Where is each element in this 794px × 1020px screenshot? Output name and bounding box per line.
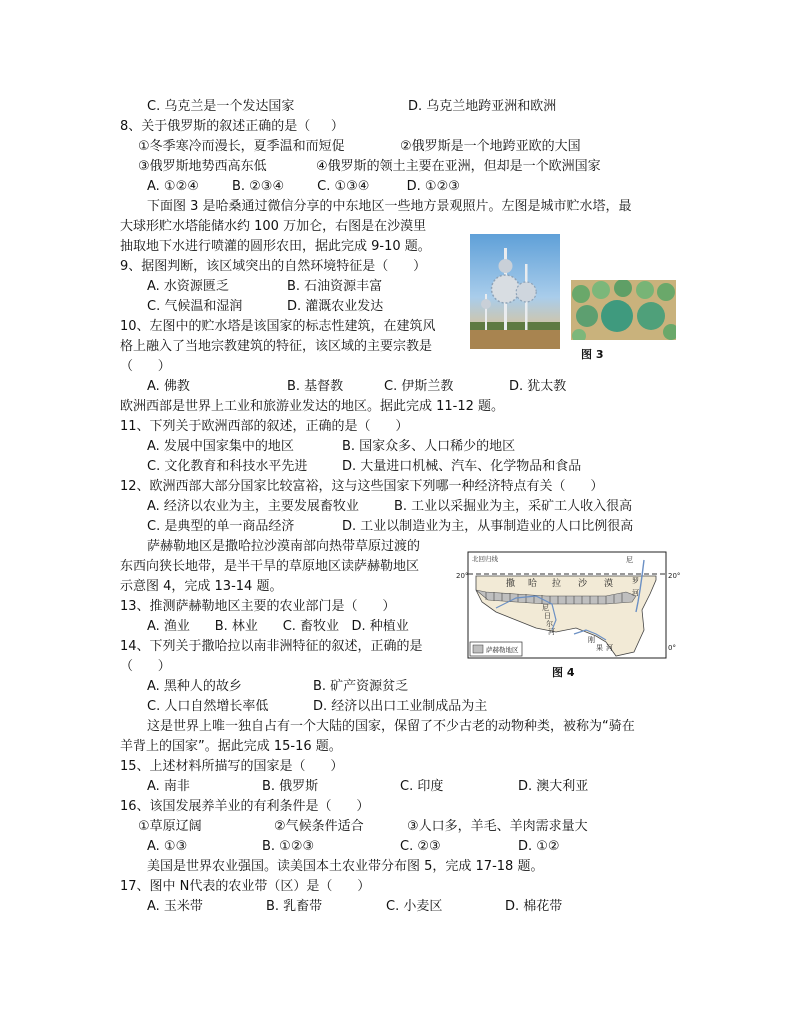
q9-option-d: D. 灌溉农业发达: [287, 299, 384, 314]
label-nile-1: 尼: [626, 556, 633, 564]
q10-option-d: D. 犹太教: [509, 379, 567, 394]
q13-options: A. 渔业 B. 林业 C. 畜牧业 D. 种植业: [147, 619, 409, 634]
passage-9-10-line3: 抽取地下水进行喷灌的圆形农田，据此完成 9-10 题。: [120, 239, 431, 254]
q9-stem: 9、据图判断，该区域突出的自然环境特征是（ ）: [120, 259, 427, 274]
q12-option-c: C. 是典型的单一商品经济: [147, 519, 295, 534]
q15-option-a: A. 南非: [147, 779, 190, 794]
q10-stem-line1: 10、左图中的贮水塔是该国家的标志性建筑，在建筑风: [120, 319, 436, 334]
q16-statement-2: ②气候条件适合: [274, 819, 364, 834]
passage-15-16-line1: 这是世界上唯一独自占有一个大陆的国家，保留了不少古老的动物种类，被称为“骑在: [147, 719, 635, 734]
lat-0-right: 0°: [668, 644, 676, 652]
q16-statement-1: ①草原辽阔: [138, 819, 202, 834]
q15-option-d: D. 澳大利亚: [518, 779, 589, 794]
q15-stem: 15、上述材料所描写的国家是（ ）: [120, 759, 344, 774]
q14-option-c: C. 人口自然增长率低: [147, 699, 269, 714]
q9-option-c: C. 气候温和湿润: [147, 299, 243, 314]
q10-option-b: B. 基督教: [287, 379, 344, 394]
label-sha: 沙: [578, 579, 588, 589]
q12-stem: 12、欧洲西部大部分国家比较富裕，这与这些国家下列哪一种经济特点有关（ ）: [120, 479, 604, 494]
q14-stem-line1: 14、下列关于撒哈拉以南非洲特征的叙述，正确的是: [120, 639, 423, 654]
label-congo-3: 河: [606, 644, 613, 652]
q8-statement-1: ①冬季寒冷而漫长，夏季温和而短促: [138, 139, 345, 154]
figure-4-caption: 图 4: [552, 666, 575, 679]
q17-option-a: A. 玉米带: [147, 899, 203, 914]
q17-stem: 17、图中 N代表的农业带（区）是（ ）: [120, 879, 371, 894]
q17-option-b: B. 乳畜带: [266, 899, 323, 914]
label-ha: 哈: [528, 579, 538, 589]
q8-statement-4: ④俄罗斯的领土主要在亚洲，但却是一个欧洲国家: [316, 159, 601, 174]
q17-option-c: C. 小麦区: [386, 899, 443, 914]
q12-option-d: D. 工业以制造业为主，从事制造业的人口比例很高: [342, 519, 634, 534]
q8-options: A. ①②④ B. ②③④ C. ①③④ D. ①②③: [147, 179, 460, 194]
q11-option-c: C. 文化教育和科技水平先进: [147, 459, 308, 474]
q16-statement-3: ③人口多，羊毛、羊肉需求量大: [407, 819, 588, 834]
q15-option-c: C. 印度: [400, 779, 444, 794]
q14-option-b: B. 矿产资源贫乏: [313, 679, 409, 694]
label-nile-3: 河: [632, 589, 639, 597]
label-niger-4: 河: [548, 628, 555, 636]
legend-sahel-label: 萨赫勒地区: [486, 646, 519, 654]
q16-option-a: A. ①③: [147, 839, 188, 854]
water-tower-photo: [470, 234, 560, 349]
q10-option-a: A. 佛教: [147, 379, 190, 394]
q8-statement-3: ③俄罗斯地势西高东低: [138, 159, 267, 174]
passage-13-14-line2: 东西向狭长地带，是半干旱的草原地区读萨赫勒地区: [120, 559, 420, 574]
label-niger-2: 日: [544, 612, 551, 620]
q11-option-b: B. 国家众多、人口稀少的地区: [342, 439, 516, 454]
q12-option-a: A. 经济以农业为主，主要发展畜牧业: [147, 499, 359, 514]
label-mo: 漠: [604, 579, 614, 589]
q12-option-b: B. 工业以采掘业为主，采矿工人收入很高: [394, 499, 633, 514]
q15-option-b: B. 俄罗斯: [262, 779, 319, 794]
lat-20-left: 20°: [456, 572, 469, 580]
q13-stem: 13、推测萨赫勒地区主要的农业部门是（ ）: [120, 599, 396, 614]
figure-3-caption: 图 3: [581, 348, 604, 361]
q11-option-a: A. 发展中国家集中的地区: [147, 439, 294, 454]
q10-option-c: C. 伊斯兰教: [384, 379, 454, 394]
q11-stem: 11、下列关于欧洲西部的叙述，正确的是（ ）: [120, 419, 409, 434]
label-la: 拉: [552, 579, 562, 589]
passage-11-12: 欧洲西部是世界上工业和旅游业发达的地区。据此完成 11-12 题。: [120, 399, 505, 414]
q11-option-d: D. 大量进口机械、汽车、化学物品和食品: [342, 459, 582, 474]
passage-13-14-line3: 示意图 4，完成 13-14 题。: [120, 579, 283, 594]
tropic-label: 北回归线: [472, 555, 498, 563]
label-niger-1: 尼: [542, 604, 549, 612]
passage-9-10-line1: 下面图 3 是哈桑通过微信分享的中东地区一些地方景观照片。左图是城市贮水塔，最: [147, 199, 632, 214]
q16-option-d: D. ①②: [518, 839, 560, 854]
passage-13-14-line1: 萨赫勒地区是撒哈拉沙漠南部向热带草原过渡的: [147, 539, 421, 554]
label-nile-2: 罗: [632, 577, 639, 585]
q16-option-b: B. ①②③: [262, 839, 315, 854]
lat-20-right: 20°: [668, 572, 681, 580]
q14-stem-line2: （ ）: [120, 659, 171, 674]
q10-stem-line3: （ ）: [120, 359, 171, 374]
q7-option-c: C. 乌克兰是一个发达国家: [147, 99, 295, 114]
sahel-map: [456, 550, 688, 666]
q16-option-c: C. ②③: [400, 839, 441, 854]
passage-17-18: 美国是世界农业强国。读美国本土农业带分布图 5，完成 17-18 题。: [147, 859, 544, 874]
q14-option-d: D. 经济以出口工业制成品为主: [313, 699, 488, 714]
circular-irrigation-photo: [571, 280, 676, 340]
q8-statement-2: ②俄罗斯是一个地跨亚欧的大国: [400, 139, 581, 154]
label-congo-1: 刚: [588, 636, 595, 644]
q16-stem: 16、该国发展养羊业的有利条件是（ ）: [120, 799, 370, 814]
q9-option-a: A. 水资源匮乏: [147, 279, 229, 294]
label-congo-2: 果: [596, 644, 603, 652]
label-niger-3: 尔: [546, 620, 553, 628]
q8-stem: 8、关于俄罗斯的叙述正确的是（ ）: [120, 119, 344, 134]
q9-option-b: B. 石油资源丰富: [287, 279, 383, 294]
passage-15-16-line2: 羊背上的国家”。据此完成 15-16 题。: [120, 739, 342, 754]
q10-stem-line2: 格上融入了当地宗教建筑的特征，该区域的主要宗教是: [120, 339, 433, 354]
q17-option-d: D. 棉花带: [505, 899, 563, 914]
q7-option-d: D. 乌克兰地跨亚洲和欧洲: [408, 99, 557, 114]
q14-option-a: A. 黑种人的故乡: [147, 679, 242, 694]
label-sa: 撒: [506, 579, 516, 589]
passage-9-10-line2: 大球形贮水塔能储水约 100 万加仑，右图是在沙漠里: [120, 219, 427, 234]
